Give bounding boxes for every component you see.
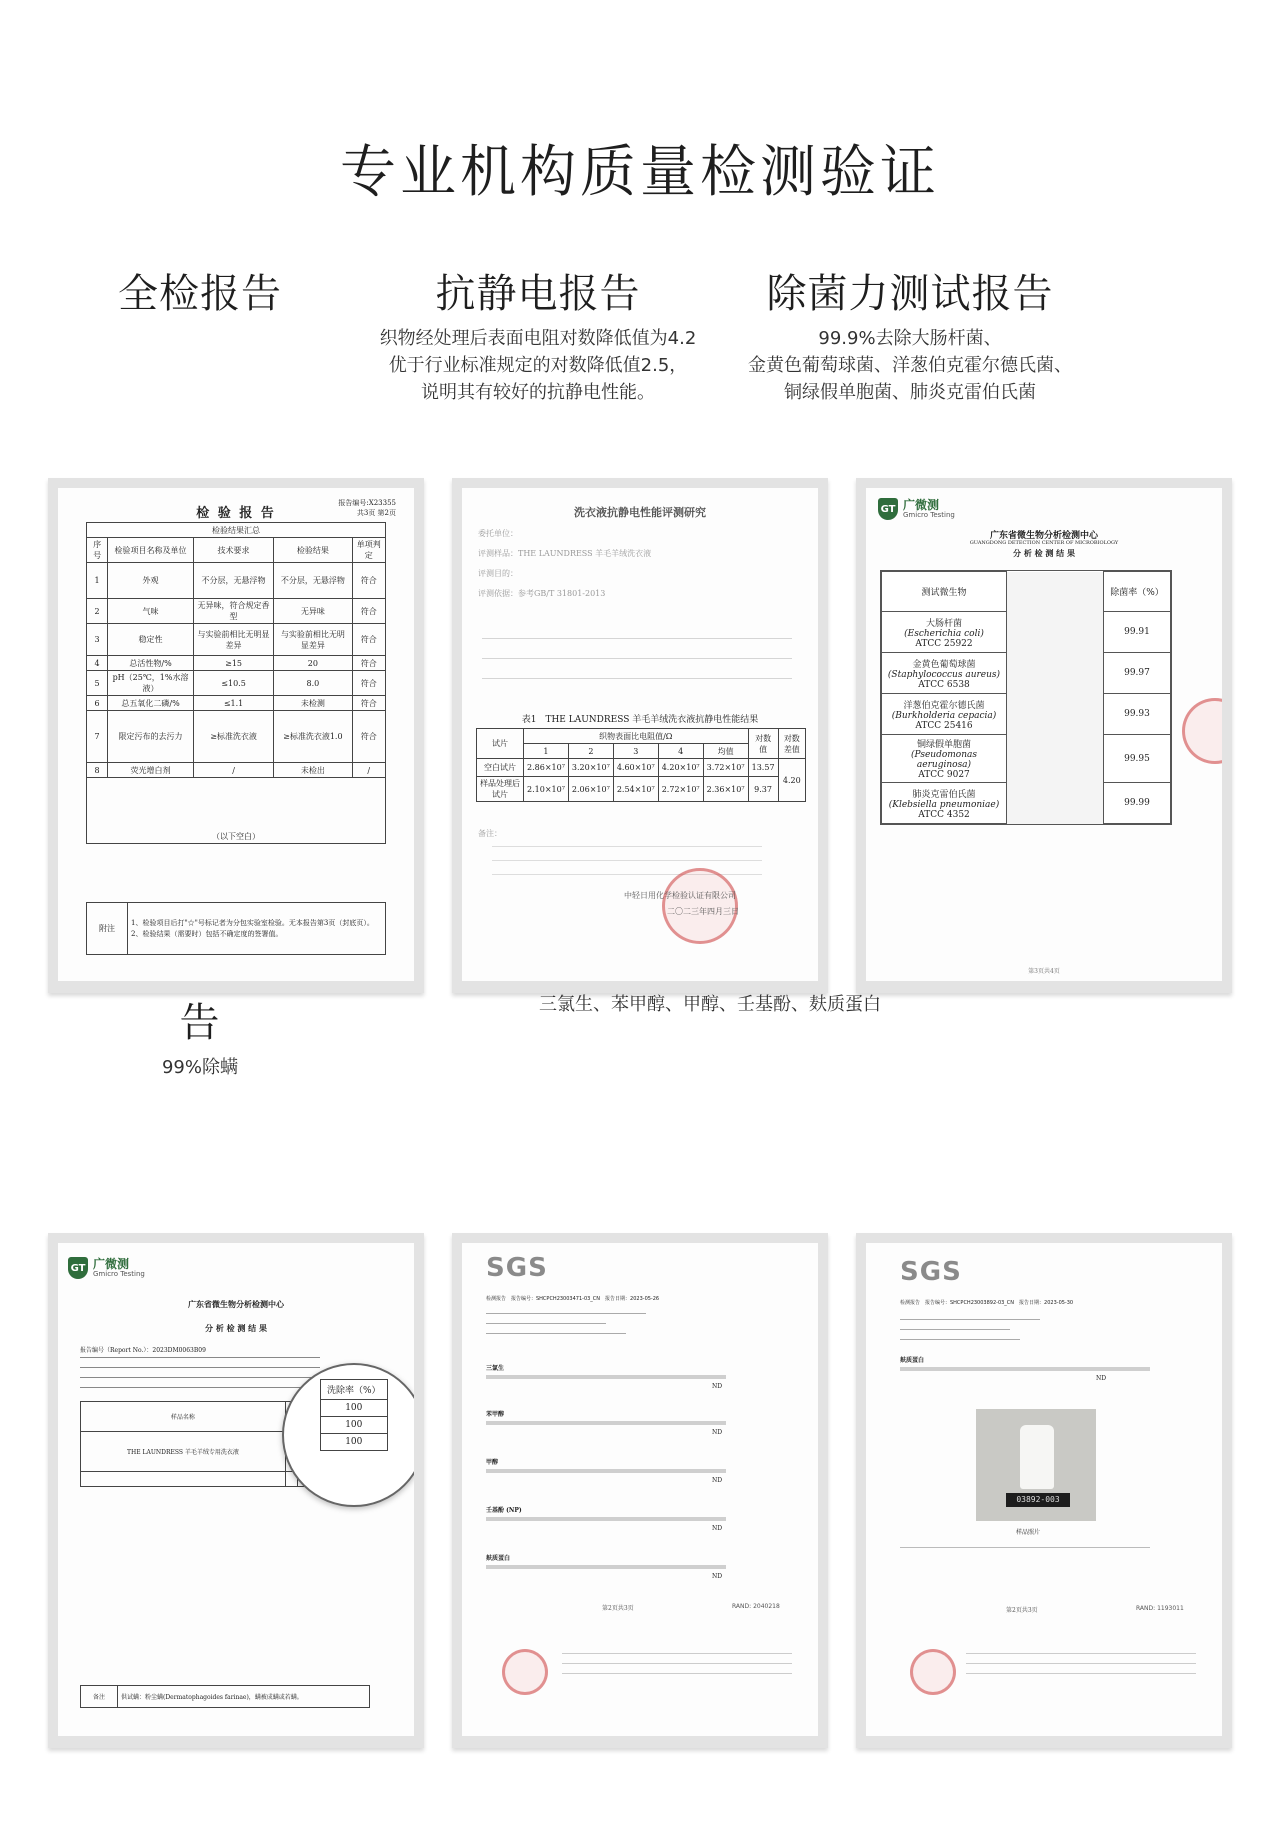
section-line: 织物经处理后表面电阻对数降低值为4.2 bbox=[379, 328, 697, 349]
cell: 限定污布的去污力 bbox=[108, 711, 194, 763]
cell: ≥标准洗衣液1.0 bbox=[274, 711, 352, 763]
section-line: 三氯生、苯甲醇、甲醇、壬基酚、麸质蛋白 bbox=[539, 994, 881, 1015]
document-sheet bbox=[866, 488, 1222, 981]
col-head: 试片 bbox=[477, 729, 524, 759]
doc-title: 检 验 报 告 bbox=[196, 506, 276, 521]
col-head: 单项判定 bbox=[352, 538, 385, 563]
section-line: 优于行业标准规定的对数降低值2.5， bbox=[388, 355, 688, 376]
section-line: 99.9%去除大肠杆菌、 bbox=[818, 328, 1002, 349]
sample-photo bbox=[976, 1409, 1096, 1521]
cell: 符合 bbox=[352, 711, 385, 763]
cell: 不分层，无悬浮物 bbox=[193, 563, 273, 599]
col-sub: 1 bbox=[524, 744, 569, 759]
organism-atcc: ATCC 25922 bbox=[915, 638, 973, 649]
cell: 不分层，无悬浮物 bbox=[274, 563, 352, 599]
rate-cell: 100 bbox=[321, 1417, 388, 1434]
col-head: 对数差值 bbox=[778, 729, 805, 759]
bottle-shape bbox=[1020, 1425, 1054, 1489]
test-result: ND bbox=[712, 1477, 723, 1484]
table-caption: 表1 THE LAUNDRESS 羊毛羊绒洗衣液抗静电性能结果 bbox=[521, 715, 759, 725]
signed-date: 二〇二三年四月三日 bbox=[667, 907, 739, 916]
col-head: 检验结果 bbox=[274, 538, 352, 563]
cell: 4.60×10⁷ bbox=[613, 759, 658, 777]
test-item: 三氯生 bbox=[486, 1365, 505, 1372]
antibacterial-report-image bbox=[856, 478, 1232, 993]
cell: 9.37 bbox=[748, 777, 778, 802]
sgs-report-image bbox=[452, 1233, 828, 1748]
test-result: ND bbox=[712, 1383, 723, 1390]
remark-label: 附注 bbox=[87, 903, 128, 955]
cell: 与实验前相比无明显差异 bbox=[274, 624, 352, 656]
cell: 未检出 bbox=[274, 763, 352, 778]
cell: 3 bbox=[87, 624, 108, 656]
cell: 外观 bbox=[108, 563, 194, 599]
inspection-report-image bbox=[48, 478, 424, 993]
org-name: 广东省微生物分析检测中心 bbox=[989, 531, 1098, 541]
report-number: 报告编号（Report No.）：2023DM0063B09 bbox=[80, 1347, 206, 1354]
cell: 2.72×10⁷ bbox=[658, 777, 703, 802]
doc-subtitle: 分 析 检 测 结 果 bbox=[205, 1323, 267, 1333]
cell: 2 bbox=[87, 599, 108, 624]
col-head: 除菌率（%） bbox=[1104, 572, 1171, 612]
cell: 2.06×10⁷ bbox=[568, 777, 613, 802]
rate-cell: 100 bbox=[321, 1434, 388, 1451]
rate-cell: 99.99 bbox=[1104, 783, 1171, 824]
sample-label-strip: 03892-003 bbox=[1006, 1493, 1070, 1507]
cell: 符合 bbox=[352, 624, 385, 656]
cell: 稳定性 bbox=[108, 624, 194, 656]
cell: 4 bbox=[87, 656, 108, 671]
cell: 总五氧化二磷/% bbox=[108, 696, 194, 711]
cell: 总活性物/% bbox=[108, 656, 194, 671]
test-item: 苯甲醇 bbox=[486, 1411, 505, 1418]
rand-code: RAND: 1193011 bbox=[1136, 1605, 1184, 1612]
cell: pH（25℃，1%水溶液） bbox=[108, 671, 194, 696]
field: 委托单位： bbox=[478, 529, 518, 538]
cell: 符合 bbox=[352, 671, 385, 696]
col-sub: 3 bbox=[613, 744, 658, 759]
section-line: 金黄色葡萄球菌、洋葱伯克霍尔德氏菌、 bbox=[748, 355, 1072, 376]
brand-sub: Gmicro Testing bbox=[93, 1270, 145, 1278]
rate-cell: 100 bbox=[321, 1400, 388, 1417]
cell: 与实验前相比无明显差异 bbox=[193, 624, 273, 656]
rand-code: RAND: 2040218 bbox=[732, 1603, 780, 1610]
red-seal bbox=[502, 1649, 548, 1695]
remark-text: 1、检验项目后打"☆"号标记者为分包实验室检验。无本报告第3页（封底页）。2、检验结果（需要时）包括不确定度的签署值。 bbox=[128, 903, 386, 955]
rate-cell: 99.93 bbox=[1104, 694, 1171, 735]
cell: ≥15 bbox=[193, 656, 273, 671]
col-sub: 2 bbox=[568, 744, 613, 759]
cell: 1 bbox=[87, 563, 108, 599]
result-table-zoom bbox=[880, 570, 1172, 825]
cell: 4.20×10⁷ bbox=[658, 759, 703, 777]
cell: 5 bbox=[87, 671, 108, 696]
organism-latin: (Burkholderia cepacia) bbox=[891, 710, 997, 721]
red-seal bbox=[1182, 698, 1222, 764]
organism-cell bbox=[882, 783, 1007, 824]
organism-atcc: ATCC 4352 bbox=[918, 809, 970, 820]
cell: 3.20×10⁷ bbox=[568, 759, 613, 777]
report-number: 检测报告 报告编号：SHCPCH23003892-03_CN 报告日期：2023-05-30 bbox=[900, 1300, 1074, 1306]
col-sub: 4 bbox=[658, 744, 703, 759]
section-heading: 抗静电报告 bbox=[435, 271, 641, 317]
page-title: 专业机构质量检测验证 bbox=[340, 140, 940, 205]
section-full-inspection bbox=[60, 262, 340, 319]
zoom-circle bbox=[282, 1363, 414, 1507]
cell: 2.10×10⁷ bbox=[524, 777, 569, 802]
section-heading: 除菌力测试报告 bbox=[766, 271, 1054, 317]
cell: 符合 bbox=[352, 656, 385, 671]
test-item: 麸质蛋白 bbox=[486, 1555, 511, 1562]
brand-icon: GT bbox=[68, 1257, 88, 1279]
col-sub: 均值 bbox=[703, 744, 748, 759]
organism-cn: 铜绿假单胞菌 bbox=[916, 740, 971, 750]
report-number: 报告编号:X23355 bbox=[338, 499, 396, 507]
col-head: 检验项目名称及单位 bbox=[108, 538, 194, 563]
section-line: 说明其有较好的抗静电性能。 bbox=[421, 382, 655, 403]
organism-latin: (Staphylococcus aureus) bbox=[887, 669, 1001, 680]
cell: 无异味，符合规定香型 bbox=[193, 599, 273, 624]
test-result: ND bbox=[712, 1573, 723, 1580]
cell: 7 bbox=[87, 711, 108, 763]
cell: 无异味 bbox=[274, 599, 352, 624]
org-name: 广东省微生物分析检测中心 bbox=[188, 1299, 284, 1309]
doc-title: 洗衣液抗静电性能评测研究 bbox=[574, 506, 706, 519]
photo-caption: 样品照片 bbox=[1016, 1529, 1041, 1536]
organism-atcc: ATCC 9027 bbox=[918, 770, 970, 780]
brand-sub: Gmicro Testing bbox=[903, 511, 955, 519]
document-sheet bbox=[58, 488, 414, 981]
page-footer: 第3页共4页 bbox=[1028, 968, 1060, 975]
cell: / bbox=[352, 763, 385, 778]
brand-name: 广微测 bbox=[903, 498, 940, 512]
organism-cn: 洋葱伯克霍尔德氏菌 bbox=[903, 700, 985, 711]
org-name-en: GUANGDONG DETECTION CENTER OF MICROBIOLOGY bbox=[969, 540, 1119, 546]
remarks-label: 备注 bbox=[81, 1686, 118, 1708]
diff-cell: 4.20 bbox=[778, 759, 805, 802]
page-number: 第2页共3页 bbox=[602, 1605, 634, 1612]
doc-subtitle: 分 析 检 测 结 果 bbox=[1013, 548, 1075, 558]
brand-logo bbox=[68, 1257, 145, 1279]
cell: ≤10.5 bbox=[193, 671, 273, 696]
cell: 2.86×10⁷ bbox=[524, 759, 569, 777]
field: 评测依据：参考GB/T 31801-2013 bbox=[478, 589, 606, 598]
organism-cell bbox=[882, 653, 1007, 694]
organism-cn: 大肠杆菌 bbox=[925, 618, 962, 629]
cell: 未检测 bbox=[274, 696, 352, 711]
cell: 荧光增白剂 bbox=[108, 763, 194, 778]
report-number: 检测报告 报告编号：SHCPCH23003471-03_CN 报告日期：2023-05-26 bbox=[486, 1296, 660, 1302]
sample-name: THE LAUNDRESS 羊毛羊绒专用洗衣液 bbox=[81, 1432, 286, 1472]
section-line: 99%除螨 bbox=[161, 1057, 238, 1078]
cell: 8 bbox=[87, 763, 108, 778]
end-marker: （以下空白） bbox=[87, 778, 386, 844]
organism-cell bbox=[882, 694, 1007, 735]
col-head: 测试微生物 bbox=[882, 572, 1007, 612]
rate-head: 洗除率（%） bbox=[321, 1380, 388, 1400]
row-name: 空白试片 bbox=[477, 759, 524, 777]
signer: 中轻日用化学检验认证有限公司 bbox=[624, 891, 736, 900]
organism-atcc: ATCC 6538 bbox=[918, 679, 970, 690]
document-sheet bbox=[462, 1243, 818, 1736]
rate-cell: 99.95 bbox=[1104, 735, 1171, 783]
organism-cn: 金黄色葡萄球菌 bbox=[912, 659, 976, 670]
cell: 符合 bbox=[352, 563, 385, 599]
section-heading: 告 bbox=[179, 1000, 221, 1046]
organism-cn: 肺炎克雷伯氏菌 bbox=[912, 789, 976, 800]
document-sheet bbox=[58, 1243, 414, 1736]
cell: 3.72×10⁷ bbox=[703, 759, 748, 777]
sample-label: 样品名称 bbox=[81, 1402, 286, 1432]
red-seal bbox=[910, 1649, 956, 1695]
cell: 8.0 bbox=[274, 671, 352, 696]
organism-latin: (Pseudomonas aeruginosa) bbox=[911, 750, 977, 770]
brand-name: 广微测 bbox=[93, 1257, 130, 1271]
sgs-gluten-report-image bbox=[856, 1233, 1232, 1748]
organism-cell bbox=[882, 612, 1007, 653]
cell: 符合 bbox=[352, 696, 385, 711]
organism-latin: (Klebsiella pneumoniae) bbox=[888, 799, 1000, 810]
field: 评测目的： bbox=[478, 569, 518, 578]
col-head: 序号 bbox=[87, 538, 108, 563]
test-result: ND bbox=[1096, 1375, 1107, 1382]
field: 评测样品：THE LAUNDRESS 羊毛羊绒洗衣液 bbox=[478, 549, 652, 558]
rate-cell: 99.97 bbox=[1104, 653, 1171, 694]
row-name: 样品处理后试片 bbox=[477, 777, 524, 802]
summary-header: 检验结果汇总 bbox=[87, 523, 386, 538]
antimite-report-image bbox=[48, 1233, 424, 1748]
document-sheet bbox=[866, 1243, 1222, 1736]
test-result: ND bbox=[712, 1429, 723, 1436]
organism-atcc: ATCC 25416 bbox=[915, 720, 973, 731]
cell: ≥标准洗衣液 bbox=[193, 711, 273, 763]
col-head: 技术要求 bbox=[193, 538, 273, 563]
brand-icon: GT bbox=[878, 498, 898, 520]
cell: 13.57 bbox=[748, 759, 778, 777]
rate-cell: 99.91 bbox=[1104, 612, 1171, 653]
cell: 2.54×10⁷ bbox=[613, 777, 658, 802]
col-head: 织物表面比电阻值/Ω bbox=[524, 729, 749, 744]
section-antibacterial bbox=[720, 262, 1100, 406]
brand-logo bbox=[878, 498, 955, 520]
test-result: ND bbox=[712, 1525, 723, 1532]
col-head: 对数值 bbox=[748, 729, 778, 759]
test-item: 麸质蛋白 bbox=[900, 1357, 925, 1364]
page-number: 第2页共3页 bbox=[1006, 1607, 1038, 1614]
cell: 6 bbox=[87, 696, 108, 711]
sgs-logo: SGS bbox=[486, 1253, 548, 1283]
section-line: 铜绿假单胞菌、肺炎克雷伯氏菌 bbox=[784, 382, 1036, 403]
cell: ≤1.1 bbox=[193, 696, 273, 711]
test-item: 壬基酚 (NP) bbox=[486, 1507, 522, 1514]
section-antistatic bbox=[368, 262, 708, 406]
test-item: 甲醇 bbox=[486, 1459, 499, 1466]
cell: 2.36×10⁷ bbox=[703, 777, 748, 802]
sgs-logo: SGS bbox=[900, 1257, 962, 1287]
organism-cell bbox=[882, 735, 1007, 783]
document-sheet bbox=[462, 488, 818, 981]
cell: 20 bbox=[274, 656, 352, 671]
antistatic-report-image bbox=[452, 478, 828, 993]
organism-latin: (Escherichia coli) bbox=[904, 628, 984, 639]
section-heading: 全检报告 bbox=[118, 271, 282, 317]
remarks-text: 供试螨：粉尘螨(Dermatophagoides farinae)，螨被成螨或若螨。 bbox=[118, 1686, 370, 1708]
cell: 气味 bbox=[108, 599, 194, 624]
cell: / bbox=[193, 763, 273, 778]
page-count: 共3页 第2页 bbox=[356, 509, 396, 517]
notes-label: 备注： bbox=[478, 829, 502, 838]
cell: 符合 bbox=[352, 599, 385, 624]
